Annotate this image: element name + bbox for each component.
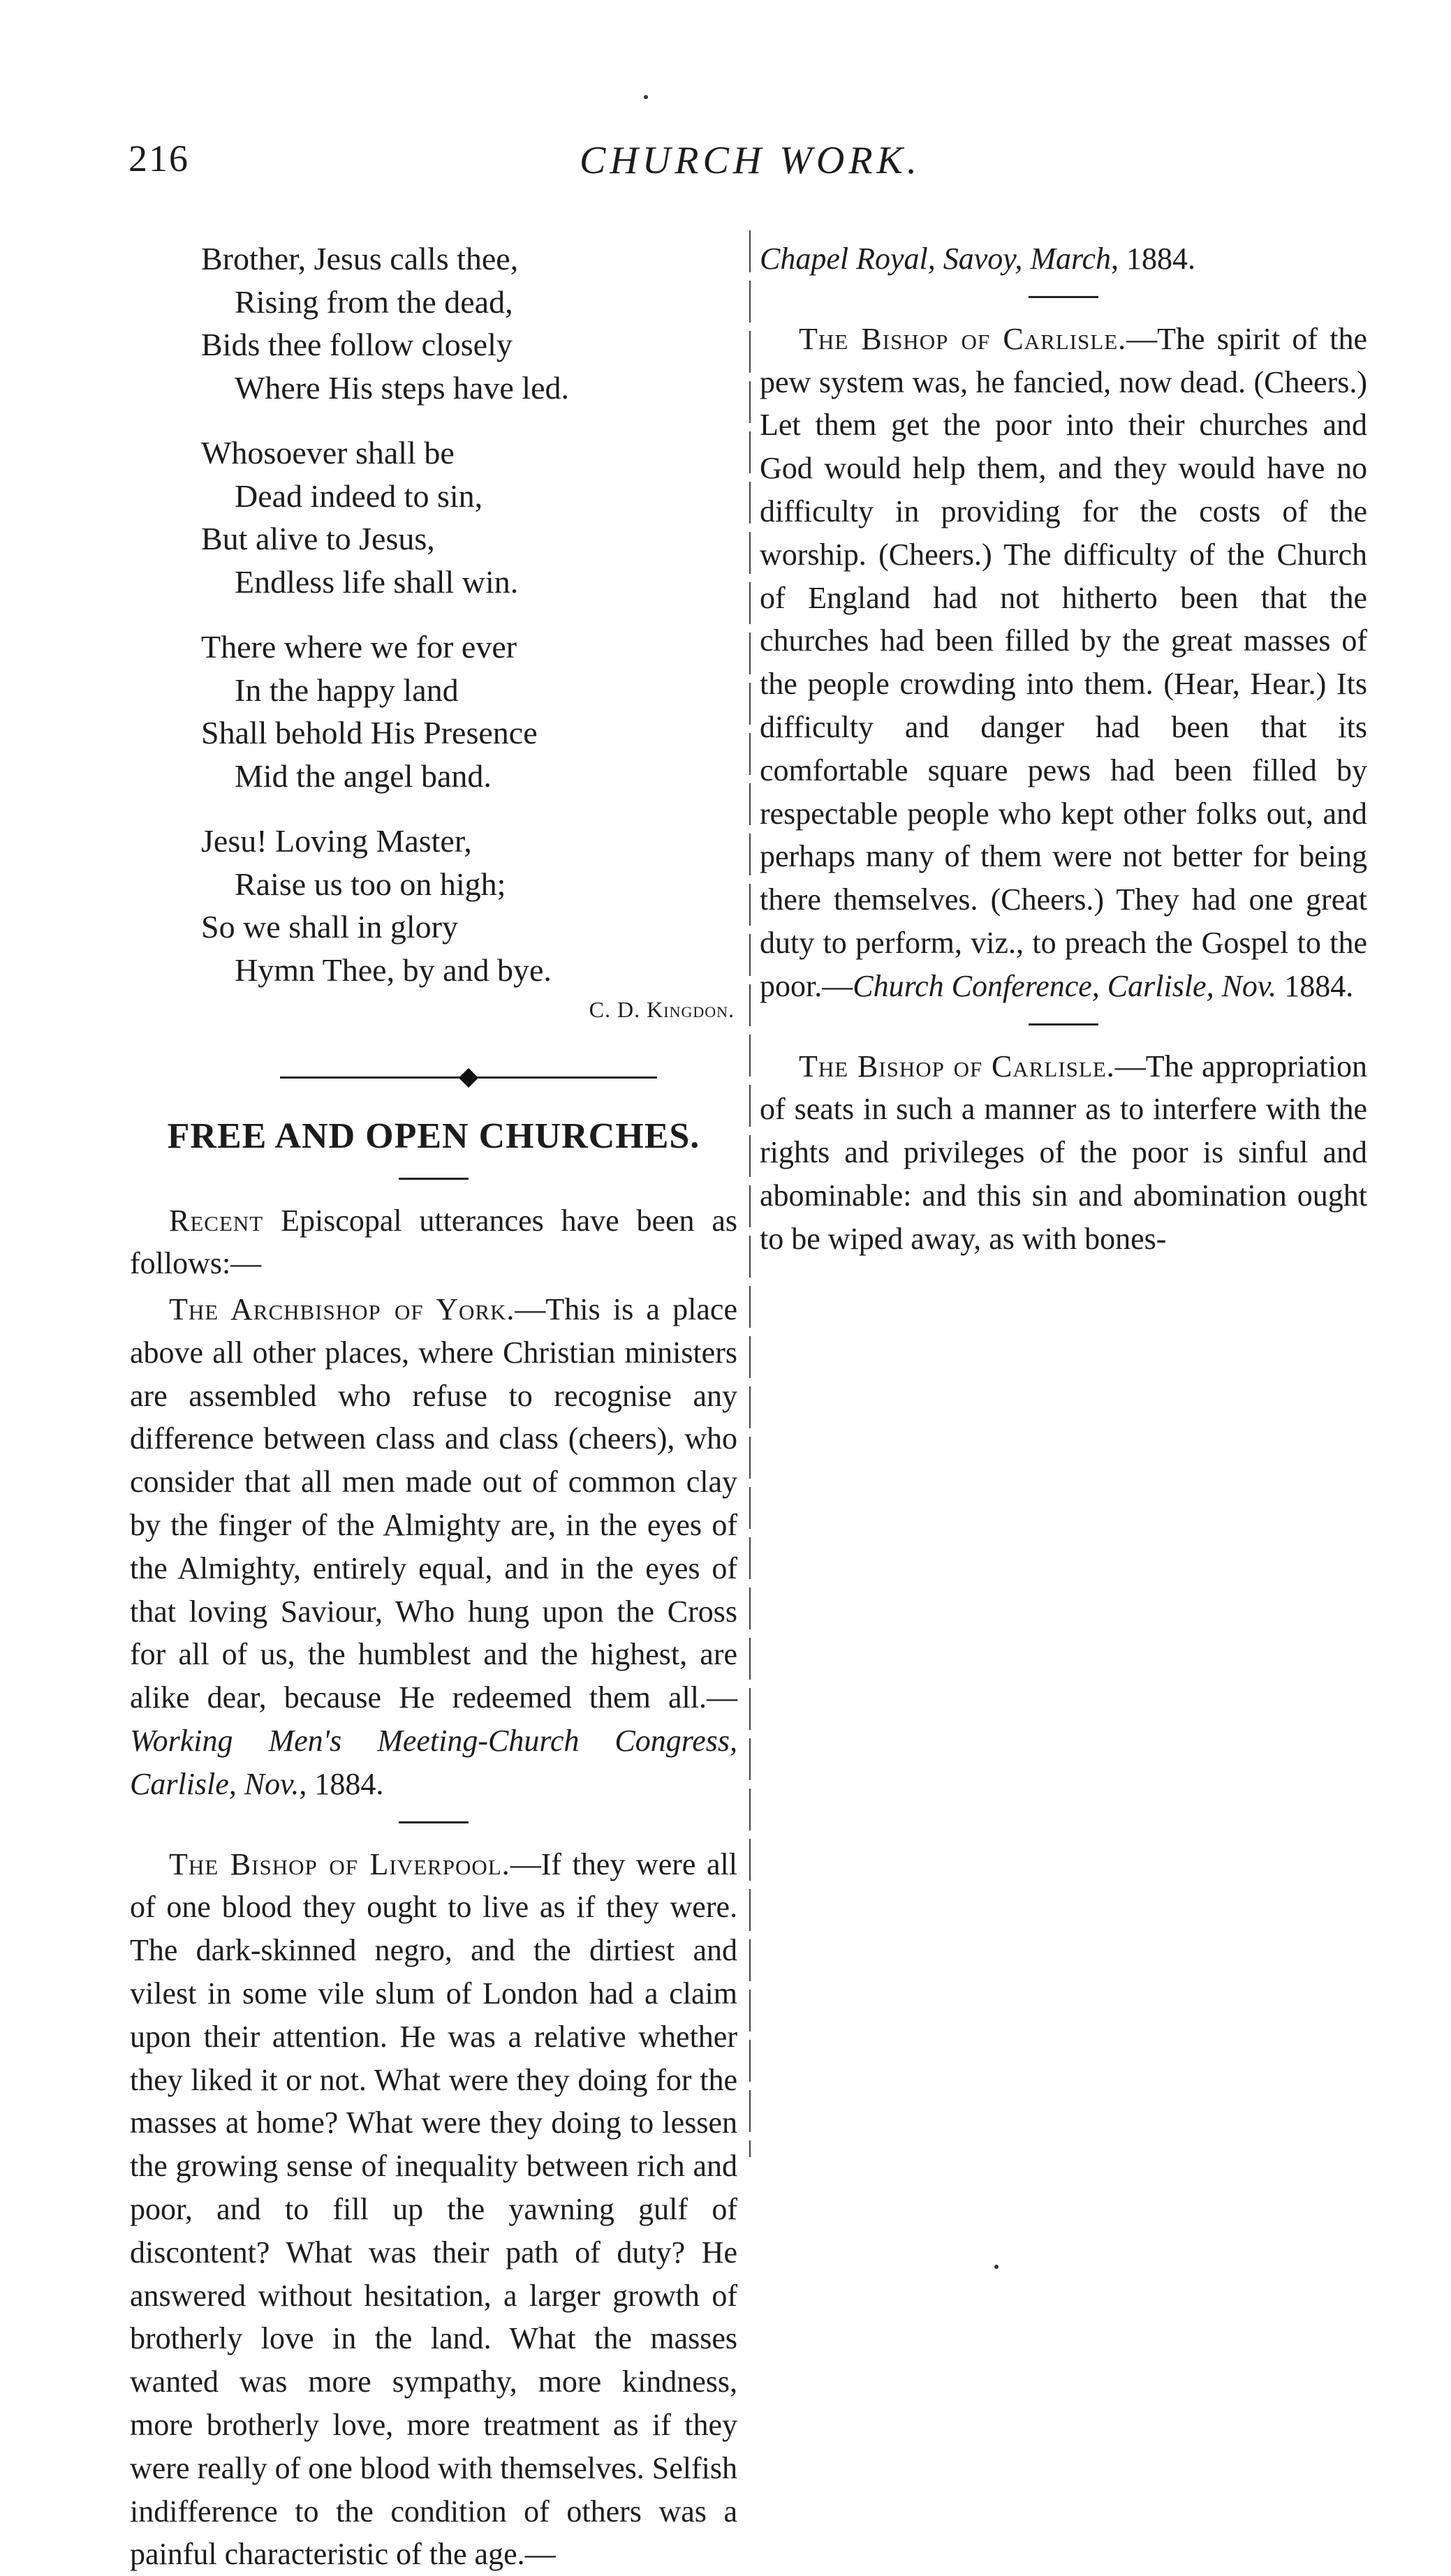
poem-line: Dead indeed to sin, [130,475,737,518]
quote-body: —If they were all of one blood they ought to live as if they were. The dark-skinned negro, and the dirtiest and vilest in some vile slum of London had a claim upon their attention. He was a relative whether they liked it or not. What were they doing for the masses at home? What were they doing to lessen the growing sense of inequality between rich and poor, and to fill up the yawning gulf of discontent? What was their path of duty? He answered without hesitation, a larger growth of brotherly love in the land. What the masses wanted was more sympathy, more kindness, more brotherly love, more treatment as if they were really of one blood with themselves. Selfish indifference to the condition of others was a painful characteristic of the age.— [130,1847,737,2572]
quote-source: Working Men's Meeting-Church Congress, Carlisle, Nov. [130,1724,737,1801]
quote-year: , 1884. [1111,242,1195,276]
quote-paragraph [760,318,1367,1008]
title-rule [399,1178,469,1180]
quote-speaker: The Bishop of Carlisle. [799,1049,1115,1083]
quote-speaker: The Bishop of Carlisle. [799,322,1126,356]
poem-author: C. D. Kingdon. [130,989,737,1032]
poem-stanza [130,237,737,409]
poem-line: Bids thee follow closely [130,323,737,367]
article-body-left [130,1199,737,2576]
poem-stanza [130,626,737,797]
left-column [130,237,737,2576]
poem-line: Where His steps have led. [130,367,737,410]
page-number: 216 [128,137,189,180]
poem-line: Mid the angel band. [130,755,737,798]
column-divider [749,230,751,2157]
ornament-diamond-icon [459,1067,478,1087]
quote-paragraph [130,1843,737,2576]
article-body-right [760,237,1367,1261]
poem-line: Brother, Jesus calls thee, [130,237,737,281]
quote-body: —The appropriation of seats in such a manner as to interfere with the rights and privileges of the poor is sinful and abominable: and this sin and abomination ought to be wiped away, as with bones- [760,1049,1367,1256]
quote-source-line [760,237,1367,281]
poem [130,237,737,1032]
quote-paragraph [760,1045,1367,1261]
poem-stanza [130,820,737,991]
ornament-divider [280,1071,657,1085]
poem-line: Hymn Thee, by and bye. [130,949,737,992]
article-intro [130,1199,737,1286]
intro-text: Episcopal utterances have been as follows:— [130,1204,737,1281]
poem-line: Raise us too on high; [130,863,737,906]
quote-speaker: The Archbishop of York. [169,1292,515,1326]
ink-speck [994,2265,999,2269]
poem-line: So we shall in glory [130,905,737,949]
poem-line: In the happy land [130,669,737,712]
quote-year: , 1884. [299,1767,383,1801]
article-title: FREE AND OPEN CHURCHES. [130,1116,737,1157]
right-column [760,237,1367,1261]
quote-source: Chapel Royal, Savoy, March [760,242,1111,276]
ink-speck [644,95,648,99]
quote-source: Church Conference, Carlisle, Nov. [853,969,1276,1003]
running-head: CHURCH WORK. [580,138,921,183]
intro-lead: Recent [169,1204,263,1238]
quote-body: —The spirit of the pew system was, he fancied, now dead. (Cheers.) Let them get the poor into their churches and God would help them, and they would have no difficulty in providing for the costs of the worship. (Cheers.) The difficulty of the Church of England had not hitherto been that the churches had been filled by the great masses of the people crowding into them. (Hear, Hear.) Its difficulty and danger had been that its comfortable square pews had been filled by respectable people who kept other folks out, and perhaps many of them were not better for being there themselves. (Cheers.) They had one great duty to perform, viz., to preach the Gospel to the poor.— [760,322,1367,1003]
poem-line: There where we for ever [130,626,737,669]
poem-line: Endless life shall win. [130,561,737,604]
poem-stanza [130,431,737,603]
poem-line: Whosoever shall be [130,431,737,475]
paragraph-rule [1029,1023,1098,1026]
poem-line: Jesu! Loving Master, [130,820,737,863]
poem-line: Rising from the dead, [130,281,737,324]
quote-speaker: The Bishop of Liverpool. [169,1847,510,1881]
quote-paragraph [130,1288,737,1806]
quote-body: —This is a place above all other places, where Christian ministers are assembled who refuse to recognise any difference between class and class (cheers), who consider that all men made out of common clay by the finger of the Almighty are, in the eyes of the Almighty, entirely equal, and in the eyes of that loving Saviour, Who hung upon the Cross for all of us, the humblest and the highest, are alike dear, because He redeemed them all.— [130,1292,737,1715]
quote-year: 1884. [1276,969,1353,1003]
paragraph-rule [1029,296,1098,298]
paragraph-rule [399,1821,469,1823]
poem-line: But alive to Jesus, [130,517,737,561]
poem-line: Shall behold His Presence [130,711,737,755]
